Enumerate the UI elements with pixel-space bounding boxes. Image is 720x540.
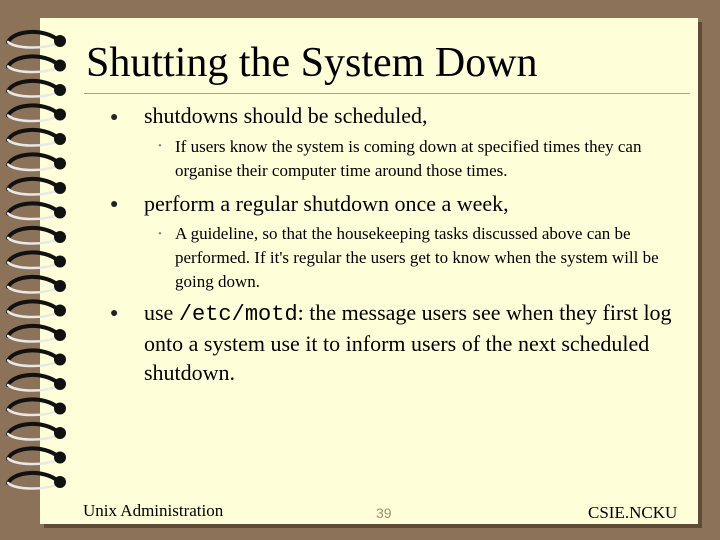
binding-ring	[8, 399, 66, 415]
binding-ring	[8, 179, 66, 195]
bullet-2: perform a regular shutdown once a week,	[144, 191, 509, 216]
spiral-binding-icon	[0, 0, 80, 540]
binding-ring	[8, 350, 66, 366]
binding-ring	[8, 375, 66, 391]
binding-ring	[8, 154, 66, 170]
binding-ring	[8, 252, 66, 268]
binding-ring	[8, 301, 66, 317]
slide-title: Shutting the System Down	[86, 40, 538, 86]
dot-bullet-icon: •	[158, 228, 162, 240]
ring-bullet-icon: ●	[110, 110, 119, 125]
binding-ring	[8, 448, 66, 464]
motd-path: /etc/motd	[178, 302, 298, 327]
dot-bullet-icon: •	[158, 140, 162, 152]
ring-bullet-icon: ●	[110, 306, 119, 321]
binding-ring	[8, 326, 66, 342]
binding-ring	[8, 473, 66, 489]
bullet-3-suffix: : the message users see when they first log onto a system use it to inform users of the next scheduled shutdown.	[144, 300, 672, 385]
binding-ring	[8, 424, 66, 440]
binding-ring	[8, 277, 66, 293]
bullet-3-prefix: use	[144, 300, 179, 325]
binding-ring	[8, 228, 66, 244]
page-number: 39	[376, 505, 392, 521]
footer-course: Unix Administration	[83, 501, 224, 520]
binding-ring	[8, 56, 66, 72]
bullet-3	[144, 298, 694, 387]
binding-ring	[8, 130, 66, 146]
bullet-1: shutdowns should be scheduled,	[144, 103, 428, 128]
bullet-2-sub: A guideline, so that the housekeeping tasks discussed above can be performed. If it's regular the users get to know when the system will be going down.	[175, 224, 659, 291]
bullet-1-sub: If users know the system is coming down at specified times they can organise their computer time around those times.	[175, 137, 642, 180]
footer-institution: CSIE.NCKU	[588, 503, 678, 522]
binding-ring	[8, 203, 66, 219]
binding-ring	[8, 81, 66, 97]
binding-ring	[8, 105, 66, 121]
ring-bullet-icon: ●	[110, 197, 119, 212]
binding-ring	[8, 32, 66, 48]
title-divider	[84, 93, 690, 94]
